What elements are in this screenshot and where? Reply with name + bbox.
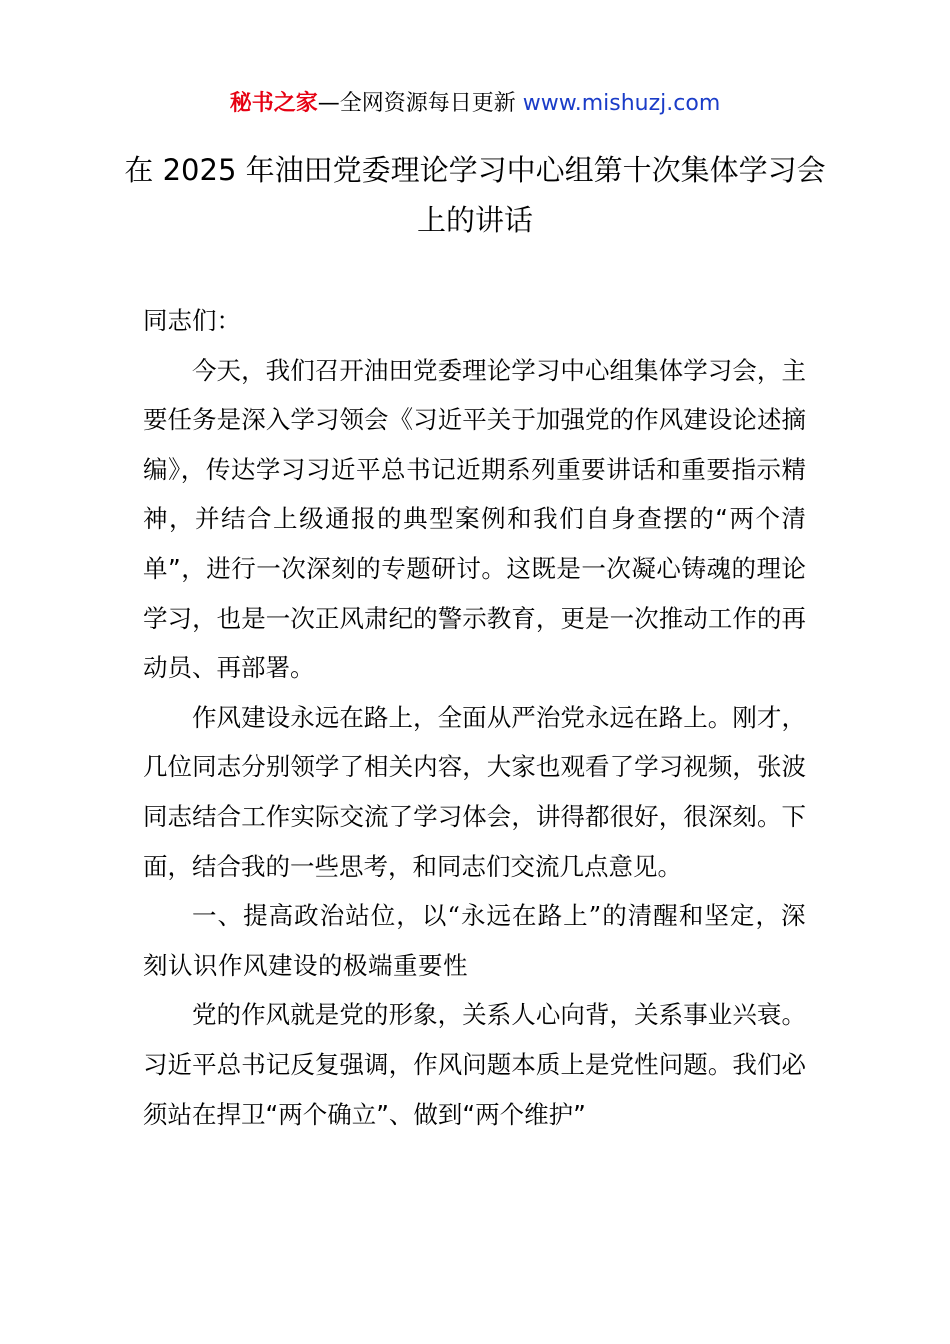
body-paragraph: 作风建设永远在路上，全面从严治党永远在路上。刚才，几位同志分别领学了相关内容，大家也观看了学习视频，张波同志结合工作实际交流了学习体会，讲得都很好，很深刻。下面，结合我的一些思考，和同志们交流几点意见。 [143,702,806,881]
brand-name: 秘书之家 [229,91,318,116]
site-header [0,86,950,122]
site-tagline: —全网资源每日更新 [317,91,523,116]
document-body [143,296,806,1139]
section-heading: 一、提高政治站位，以“永远在路上”的清醒和坚定，深刻认识作风建设的极端重要性 [143,901,806,980]
body-paragraph: 今天，我们召开油田党委理论学习中心组集体学习会，主要任务是深入学习领会《习近平关于加强党的作风建设论述摘编》，传达学习习近平总书记近期系列重要讲话和重要指示精神，并结合上级通报的典型案例和我们自身查摆的“两个清单”，进行一次深刻的专题研讨。这既是一次凝心铸魂的理论学习，也是一次正风肃纪的警示教育，更是一次推动工作的再动员、再部署。 [143,355,806,683]
body-paragraph: 党的作风就是党的形象，关系人心向背，关系事业兴衰。习近平总书记反复强调，作风问题本质上是党性问题。我们必须站在捍卫“两个确立”、做到“两个维护” [143,1000,806,1129]
site-url-link[interactable]: www.mishuzj.com [522,91,721,116]
document-title: 在 2025 年油田党委理论学习中心组第十次集体学习会上的讲话 [124,153,826,237]
salutation: 同志们： [143,306,241,335]
